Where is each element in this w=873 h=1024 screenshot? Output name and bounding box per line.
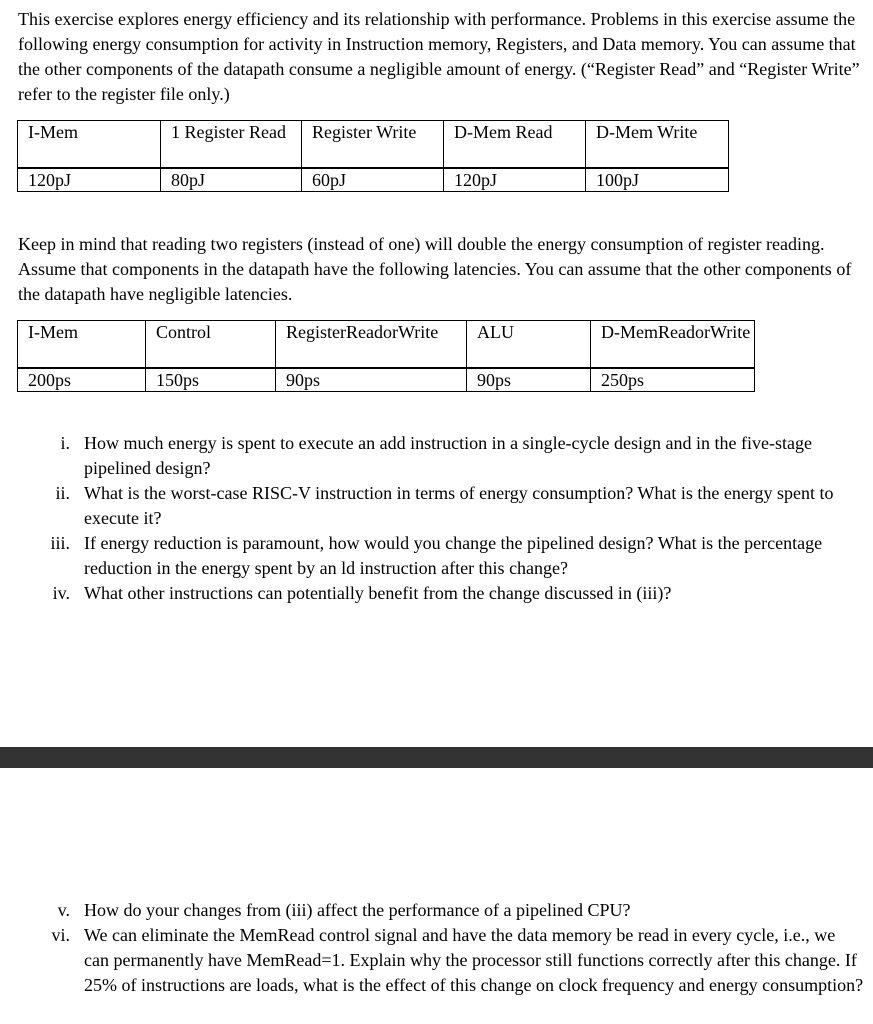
question-number: v. (57, 900, 70, 920)
energy-value-dmem-write: 100pJ (586, 168, 729, 192)
energy-value-reg-read: 80pJ (161, 168, 302, 192)
question-number: iii. (50, 533, 70, 553)
question-text: How much energy is spent to execute an add instruction in a single-cycle design and in the five-stage pipelined design? (84, 433, 812, 478)
latency-header-dmem: D-MemReadorWrite (591, 321, 755, 369)
energy-value-reg-write: 60pJ (302, 168, 444, 192)
energy-header-reg-read: 1 Register Read (161, 121, 302, 169)
latency-value-control: 150ps (146, 368, 276, 392)
latency-header-alu: ALU (467, 321, 591, 369)
energy-header-dmem-read: D-Mem Read (444, 121, 586, 169)
energy-table-header-row (18, 121, 729, 169)
latency-table (17, 320, 755, 392)
question-text: We can eliminate the MemRead control signal and have the data memory be read in every cycle, i.e., we can permanently have MemRead=1. Explain why the processor still functions correctly after this change. If 25% of instructions are loads, what is the effect of this change on clock frequency and energy consumption? (84, 925, 864, 995)
question-text: What other instructions can potentially benefit from the change discussed in (iii)? (84, 583, 672, 603)
latency-table-value-row (18, 368, 755, 392)
energy-table (17, 120, 729, 192)
energy-table-value-row (18, 168, 729, 192)
latency-header-reg: RegisterReadorWrite (276, 321, 467, 369)
question-number: vi. (51, 925, 70, 945)
intro-paragraph: This exercise explores energy efficiency and its relationship with performance. Problems in this exercise assume the following energy consumption for activity in Instruction memory, Registers, and Data memory. You can assume that the other components of the datapath consume a negligible amount of energy. (“Register Read” and “Register Write” refer to the register file only.) (18, 9, 860, 104)
question-number: i. (60, 433, 70, 453)
energy-value-imem: 120pJ (18, 168, 161, 192)
question-text: How do your changes from (iii) affect the performance of a pipelined CPU? (84, 900, 631, 920)
question-number: ii. (55, 483, 70, 503)
question-text: If energy reduction is paramount, how would you change the pipelined design? What is the percentage reduction in the energy spent by an ld instruction after this change? (84, 533, 823, 578)
latency-value-imem: 200ps (18, 368, 146, 392)
energy-header-dmem-write: D-Mem Write (586, 121, 729, 169)
energy-header-reg-write: Register Write (302, 121, 444, 169)
middle-paragraph: Keep in mind that reading two registers (instead of one) will double the energy consumption of register reading. Assume that components in the datapath have the following latencies. You can assume that the other components of the datapath have negligible latencies. (18, 234, 852, 304)
section-divider (0, 747, 873, 768)
latency-value-reg: 90ps (276, 368, 467, 392)
energy-value-dmem-read: 120pJ (444, 168, 586, 192)
latency-header-control: Control (146, 321, 276, 369)
question-text: What is the worst-case RISC-V instruction in terms of energy consumption? What is the energy spent to execute it? (84, 483, 834, 528)
latency-value-dmem: 250ps (591, 368, 755, 392)
question-number: iv. (52, 583, 70, 603)
energy-header-imem: I-Mem (18, 121, 161, 169)
latency-value-alu: 90ps (467, 368, 591, 392)
latency-header-imem: I-Mem (18, 321, 146, 369)
latency-table-header-row (18, 321, 755, 369)
